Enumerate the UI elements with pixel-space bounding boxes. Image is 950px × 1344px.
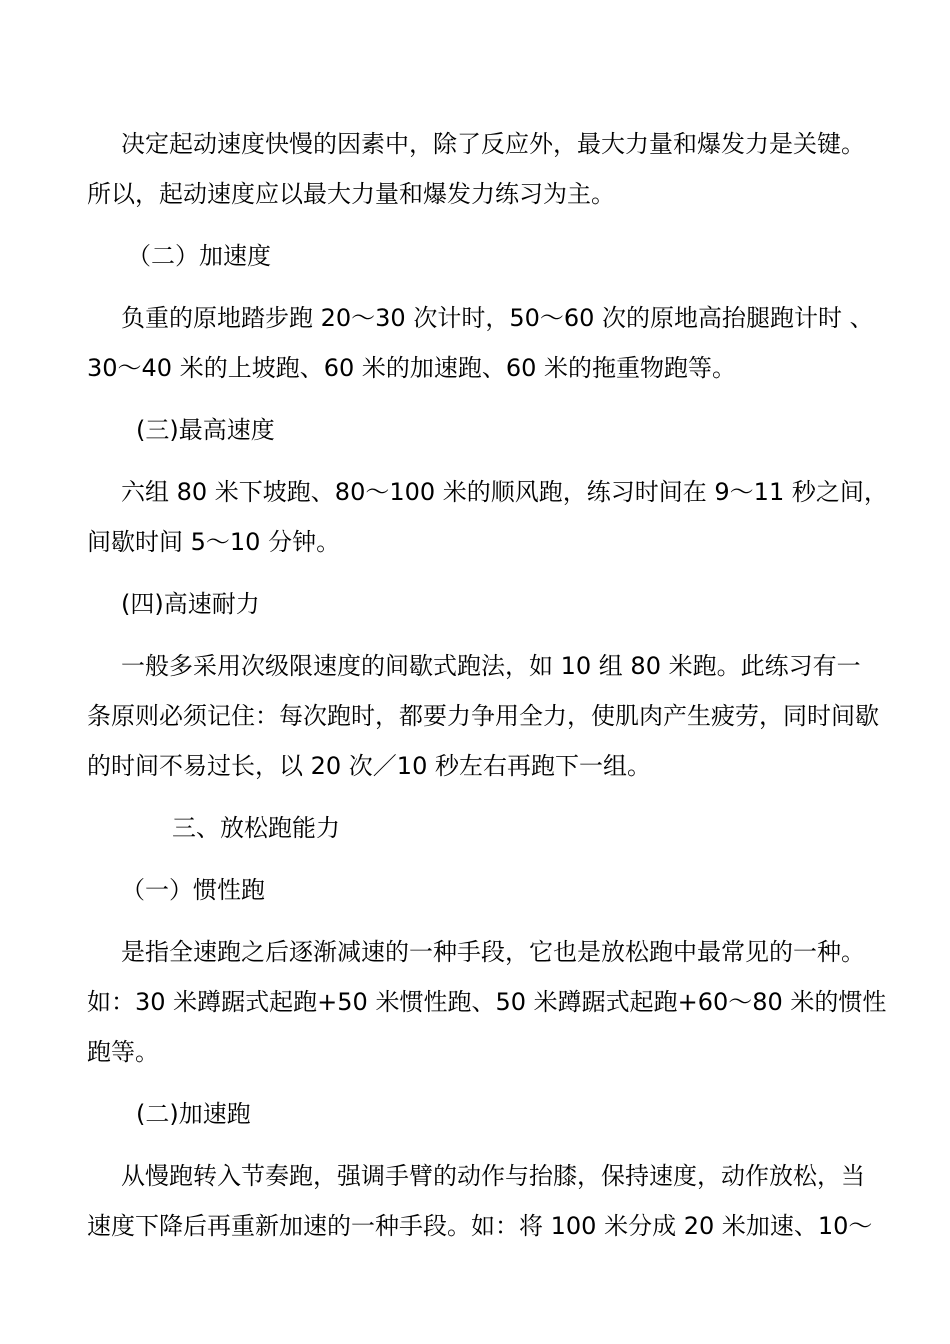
paragraph-line: 决定起动速度快慢的因素中，除了反应外，最大力量和爆发力是关键。 [121, 130, 865, 158]
paragraph-line: 30～40 米的上坡跑、60 米的加速跑、60 米的拖重物跑等。 [87, 354, 737, 382]
chapter-heading: 三、放松跑能力 [172, 814, 340, 842]
section-heading: (四)高速耐力 [121, 590, 260, 618]
paragraph-line: 六组 80 米下坡跑、80～100 米的顺风跑，练习时间在 9～11 秒之间， [121, 478, 888, 506]
paragraph-line: 条原则必须记住：每次跑时，都要力争用全力，使肌肉产生疲劳，同时间歇 [87, 702, 879, 730]
section-heading: （二）加速度 [127, 242, 271, 270]
paragraph-line: 跑等。 [87, 1038, 159, 1066]
paragraph-line: 如：30 米蹲踞式起跑+50 米惯性跑、50 米蹲踞式起跑+60～80 米的惯性 [87, 988, 887, 1016]
paragraph-line: 所以，起动速度应以最大力量和爆发力练习为主。 [87, 180, 615, 208]
section-heading: (二)加速跑 [136, 1100, 251, 1128]
paragraph-line: 负重的原地踏步跑 20～30 次计时，50～60 次的原地高抬腿跑计时 、 [121, 304, 874, 332]
paragraph-line: 速度下降后再重新加速的一种手段。如：将 100 米分成 20 米加速、10～ [87, 1212, 873, 1240]
paragraph-line: 是指全速跑之后逐渐减速的一种手段，它也是放松跑中最常见的一种。 [121, 938, 865, 966]
paragraph-line: 间歇时间 5～10 分钟。 [87, 528, 341, 556]
section-heading: (三)最高速度 [136, 416, 275, 444]
paragraph-line: 的时间不易过长，以 20 次／10 秒左右再跑下一组。 [87, 752, 651, 780]
section-heading: （一）惯性跑 [121, 876, 265, 904]
paragraph-line: 一般多采用次级限速度的间歇式跑法，如 10 组 80 米跑。此练习有一 [121, 652, 861, 680]
paragraph-line: 从慢跑转入节奏跑，强调手臂的动作与抬膝，保持速度，动作放松，当 [121, 1162, 865, 1190]
